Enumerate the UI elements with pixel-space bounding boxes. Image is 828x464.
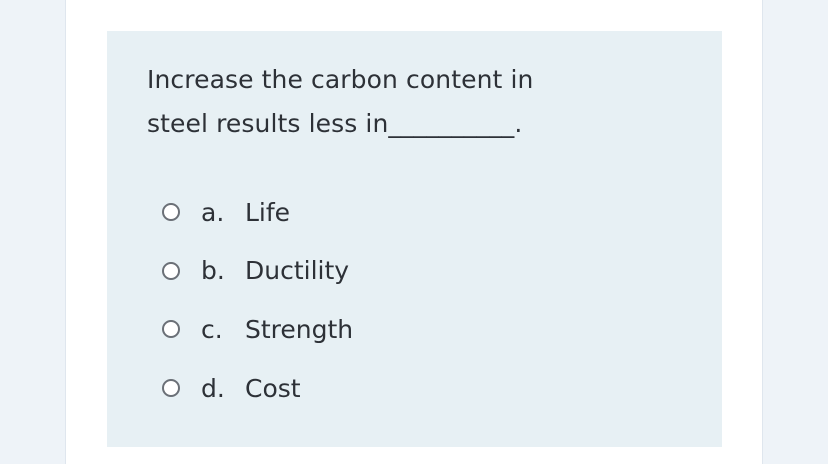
question-line-1: Increase the carbon content in [147, 65, 534, 94]
option-letter: d. [201, 373, 225, 403]
option-label: Life [245, 197, 291, 227]
answer-options [147, 183, 353, 417]
option-a[interactable] [147, 183, 353, 242]
question-text [147, 58, 667, 146]
question-panel [107, 31, 722, 447]
option-b[interactable] [147, 242, 353, 301]
option-letter: a. [201, 197, 225, 227]
radio-button-icon[interactable] [162, 262, 180, 280]
option-d[interactable] [147, 359, 353, 418]
option-label: Ductility [245, 256, 350, 286]
option-label: Cost [245, 373, 301, 403]
radio-button-icon[interactable] [162, 203, 180, 221]
radio-button-icon[interactable] [162, 379, 180, 397]
question-line-2: steel results less in__________. [147, 109, 523, 138]
radio-button-icon[interactable] [162, 320, 180, 338]
option-letter: b. [201, 256, 225, 286]
option-letter: c. [201, 314, 223, 344]
option-label: Strength [245, 314, 354, 344]
option-c[interactable] [147, 300, 353, 359]
